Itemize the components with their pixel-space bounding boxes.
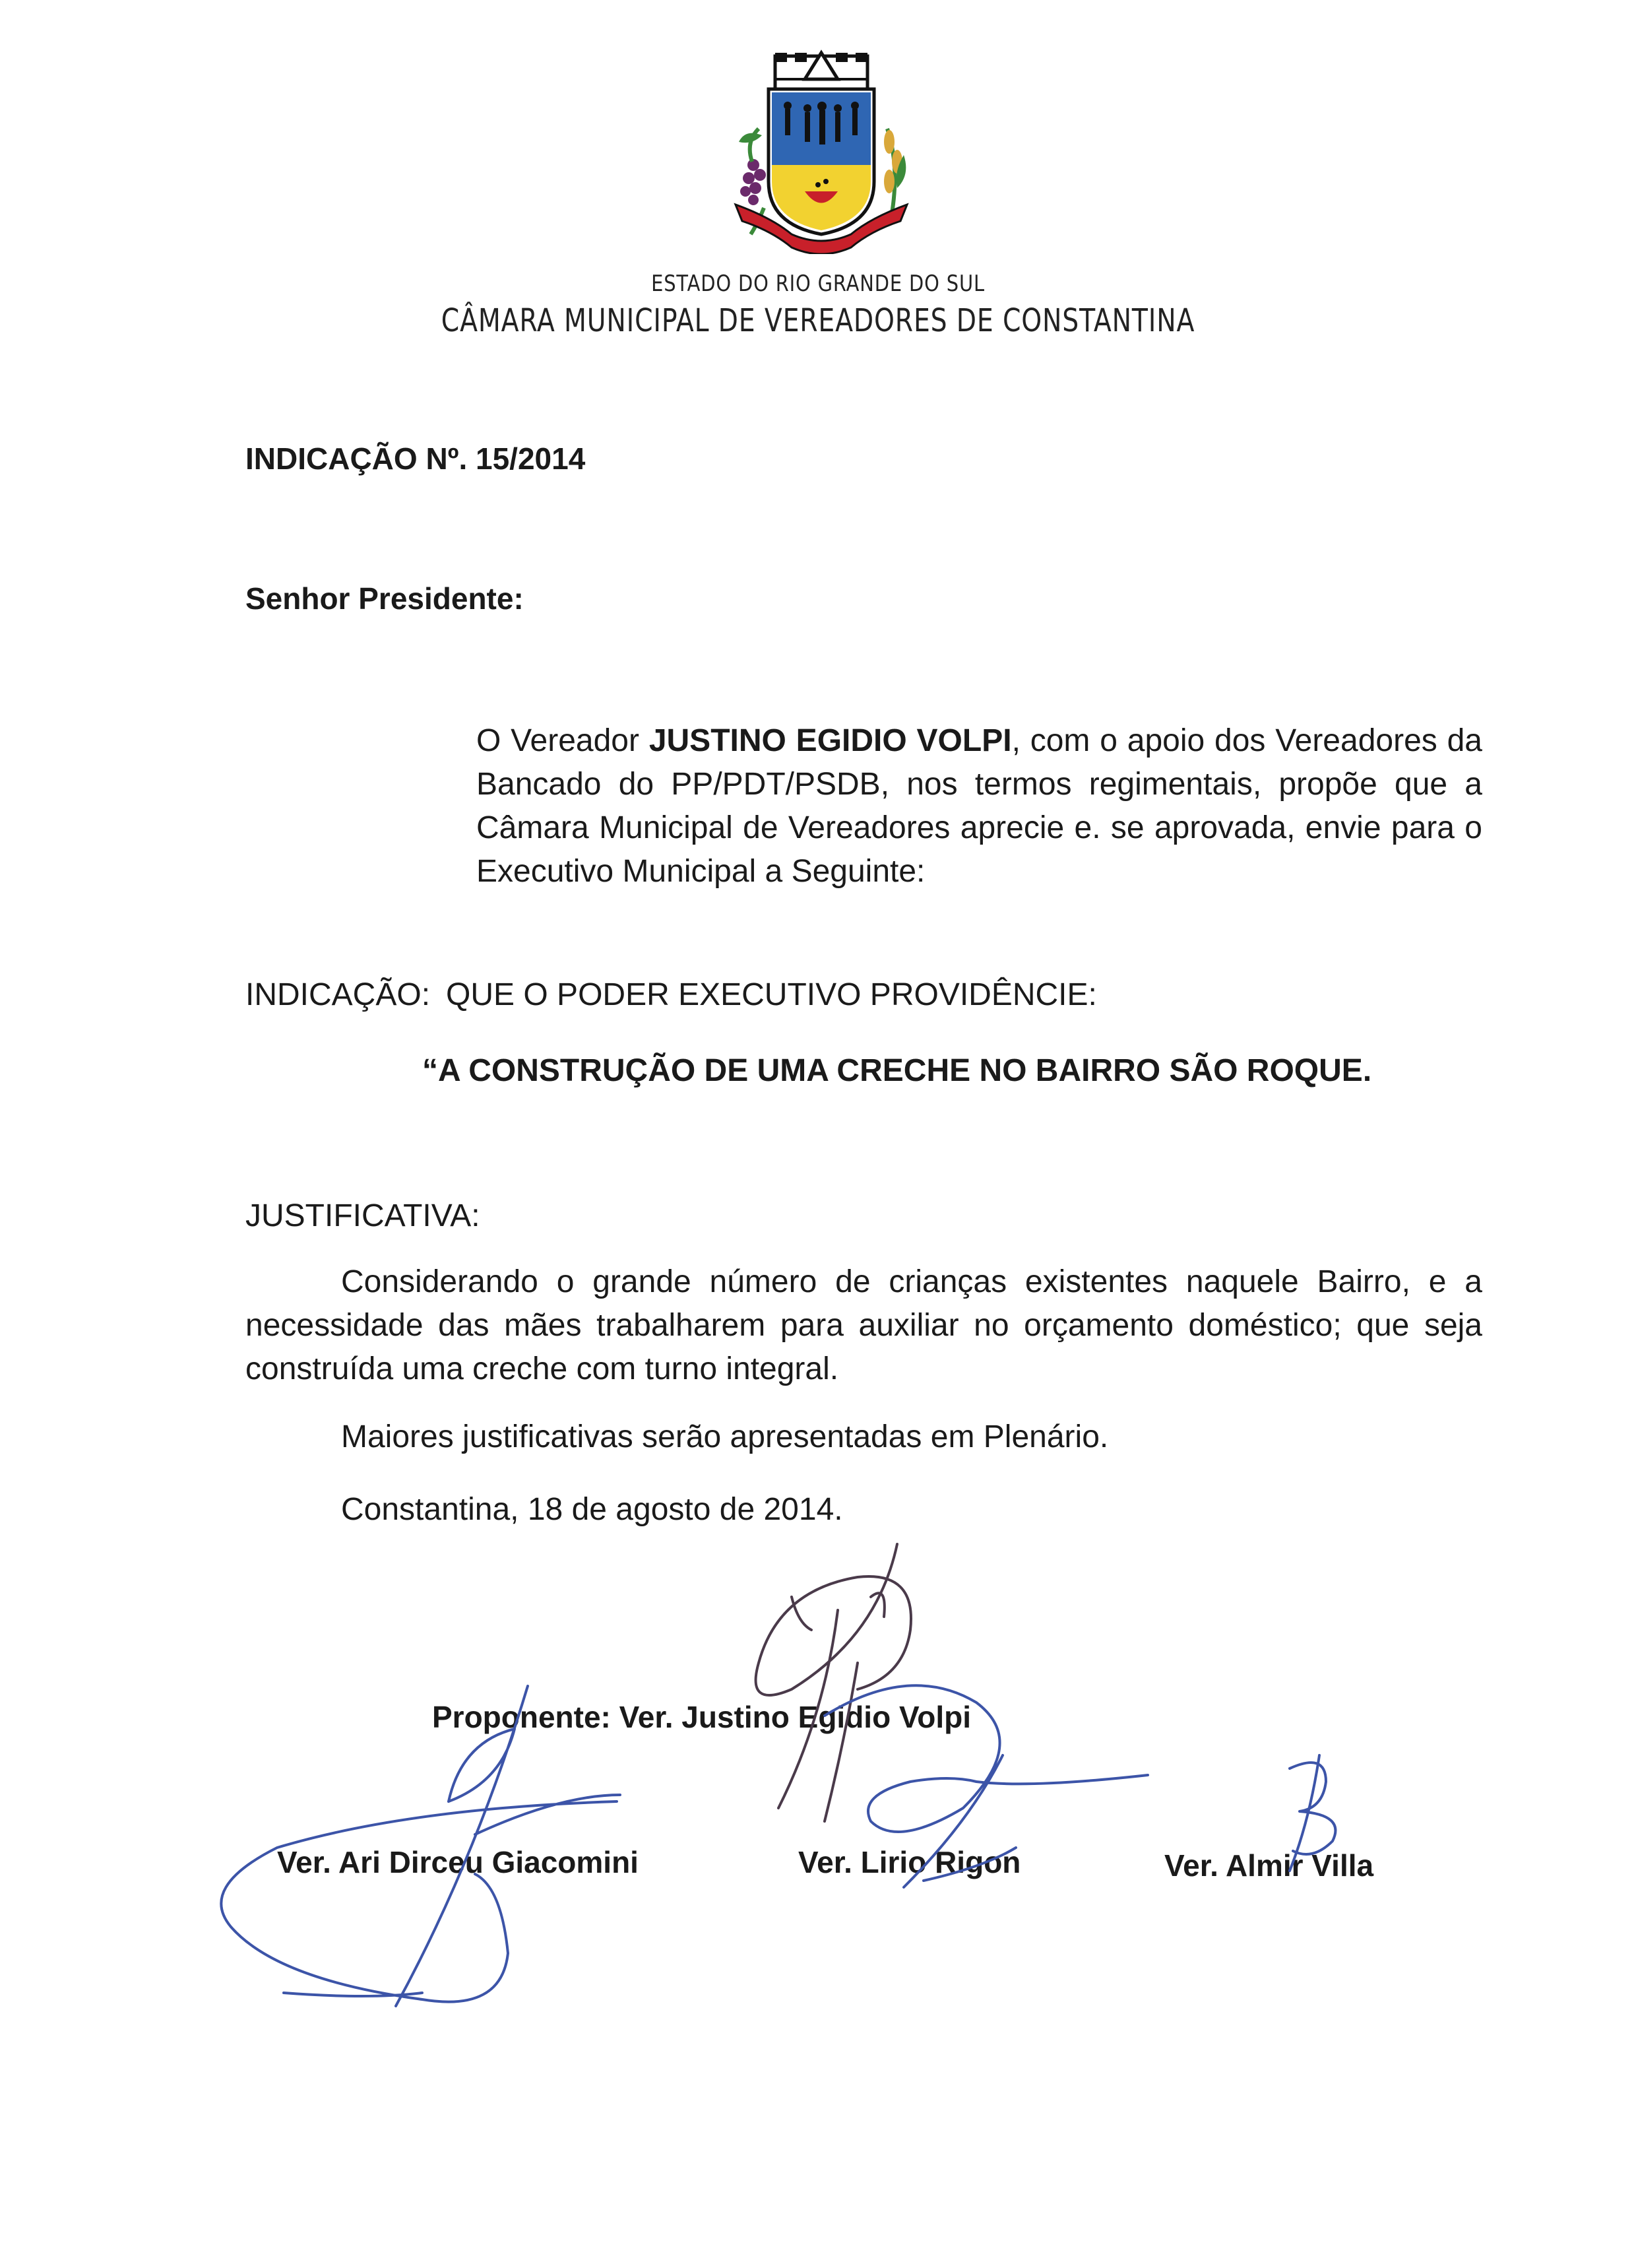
signatory-almir: Ver. Almir Villa bbox=[1164, 1848, 1374, 1883]
indication-label: INDICAÇÃO: bbox=[245, 977, 431, 1012]
document-title: INDICAÇÃO Nº. 15/2014 bbox=[245, 441, 586, 476]
indication-quote: “A CONSTRUÇÃO DE UMA CRECHE NO BAIRRO SÃO ROQUE. bbox=[422, 1053, 1372, 1088]
intro-before: O Vereador bbox=[476, 723, 649, 758]
chamber-name: CÂMARA MUNICIPAL DE VEREADORES DE CONSTANTINA bbox=[441, 302, 1195, 339]
proponent-label: Proponente: Ver. Justino Egidio Volpi bbox=[432, 1700, 971, 1734]
municipal-crest-logo bbox=[712, 49, 930, 254]
state-name: ESTADO DO RIO GRANDE DO SUL bbox=[651, 271, 985, 297]
signatory-ari: Ver. Ari Dirceu Giacomini bbox=[277, 1845, 639, 1879]
document-date: Constantina, 18 de agosto de 2014. bbox=[341, 1492, 843, 1527]
indication-text: QUE O PODER EXECUTIVO PROVIDÊNCIE: bbox=[446, 977, 1097, 1012]
salutation: Senhor Presidente: bbox=[245, 581, 524, 616]
more-justifications: Maiores justificativas serão apresentadas em Plenário. bbox=[341, 1419, 1109, 1454]
intro-paragraph bbox=[476, 719, 1482, 893]
vereador-name: JUSTINO EGIDIO VOLPI bbox=[648, 723, 1012, 758]
signature-volpi bbox=[756, 1544, 911, 1821]
justification-heading: JUSTIFICATIVA: bbox=[245, 1198, 480, 1233]
indication-line bbox=[245, 977, 1097, 1013]
justification-paragraph: Considerando o grande número de crianças existentes naquele Bairro, e a necessidade das mães trabalharem para auxiliar no orçamento doméstico; que seja construída uma creche com turno integral. bbox=[245, 1264, 1482, 1386]
signatory-lirio: Ver. Lirio Rigon bbox=[798, 1845, 1021, 1879]
crest-crown bbox=[775, 53, 867, 89]
intro-after: , com o apoio dos Vereadores da Bancado do PP/PDT/PSDB, nos termos regimentais, propõe que a Câmara Municipal de Vereadores aprecie e. se aprovada, envie para o Executivo Municipal a Seguinte: bbox=[476, 723, 1482, 889]
crest-shield bbox=[769, 89, 874, 234]
